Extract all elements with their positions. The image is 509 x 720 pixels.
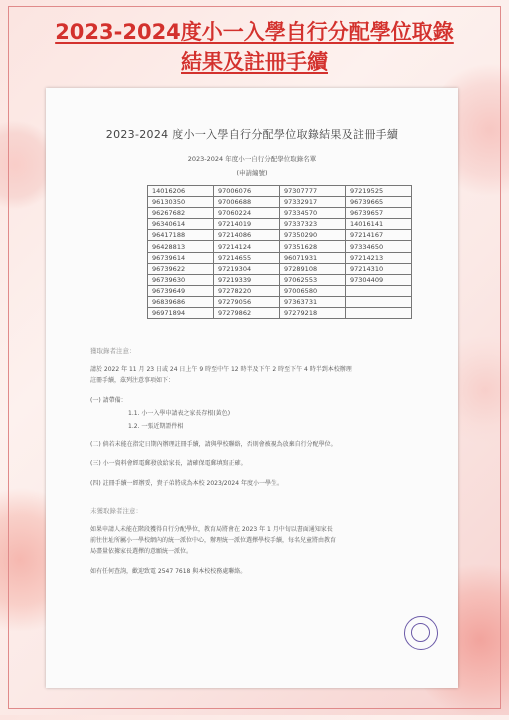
table-cell: 96428813	[148, 241, 214, 252]
not-admitted-heading: 未獲取錄者注意：	[90, 507, 142, 515]
table-cell: 97334570	[280, 208, 346, 219]
table-cell: 96739614	[148, 252, 214, 263]
table-cell: 97332917	[280, 197, 346, 208]
table-row	[148, 241, 412, 252]
table-cell: 96739649	[148, 285, 214, 296]
table-cell: 97214655	[214, 252, 280, 263]
table-cell: 96340614	[148, 219, 214, 230]
table-cell: 97307777	[280, 186, 346, 197]
table-cell: 97337323	[280, 219, 346, 230]
school-seal-icon	[404, 616, 438, 650]
table-row	[148, 230, 412, 241]
table-cell: 96739665	[346, 197, 412, 208]
title-line-1: 2023-2024度小一入學自行分配學位取錄	[55, 20, 454, 44]
page-title	[0, 18, 509, 76]
table-cell	[346, 285, 412, 296]
table-cell: 97214124	[214, 241, 280, 252]
table-cell	[346, 308, 412, 319]
table-cell: 97214213	[346, 252, 412, 263]
table-cell: 97060224	[214, 208, 280, 219]
admitted-heading: 獲取錄者注意：	[90, 347, 136, 355]
table-row	[148, 186, 412, 197]
table-cell: 96417188	[148, 230, 214, 241]
table-row	[148, 296, 412, 307]
table-cell: 97351628	[280, 241, 346, 252]
notice-item-3: (三) 小一資料會經電郵發放給家長，請確保電郵填寫正確。	[90, 460, 247, 467]
admitted-paragraph-line-2: 註冊手續，茲列注意事項如下：	[90, 377, 175, 384]
document-title: 2023-2024 度小一入學自行分配學位取錄結果及註冊手續	[105, 128, 399, 141]
table-row	[148, 285, 412, 296]
table-cell: 97304409	[346, 274, 412, 285]
admitted-paragraph-line-1: 請於 2022 年 11 月 23 日或 24 日上午 9 時至中午 12 時半及下午 2 時至下午 4 時半到本校辦理	[90, 366, 352, 373]
document-image	[46, 88, 458, 688]
list-title: 2023-2024 年度小一自行分配學位取錄名單	[187, 155, 317, 163]
table-cell	[346, 296, 412, 307]
table-row	[148, 208, 412, 219]
table-cell: 97214167	[346, 230, 412, 241]
table-cell: 97279056	[214, 296, 280, 307]
table-row	[148, 219, 412, 230]
notice-item-4: (四) 註冊手續一經辦妥，貴子弟將成為本校 2023/2024 年度小一學生。	[90, 480, 283, 487]
table-cell: 96071931	[280, 252, 346, 263]
table-cell: 97363731	[280, 296, 346, 307]
table-cell: 97289108	[280, 263, 346, 274]
not-admitted-line-2: 前往住址所屬小一學校網內的統一派位中心，辦理統一派位選擇學校手續，每名兒童將由教育	[90, 537, 337, 544]
table-cell: 96267682	[148, 208, 214, 219]
table-cell: 14016141	[346, 219, 412, 230]
notice-item-1: (一) 請帶備：	[90, 397, 127, 404]
table-row	[148, 197, 412, 208]
table-row	[148, 308, 412, 319]
list-note: (申請編號)	[236, 169, 268, 177]
table-cell: 96739630	[148, 274, 214, 285]
admission-number-table	[147, 185, 412, 319]
title-line-2: 結果及註冊手續	[181, 50, 328, 74]
notice-item-1-1: 1.1. 小一入學申請表之家長存根(黃色)	[128, 410, 231, 417]
not-admitted-line-3: 局盡量依據家長選擇的意願統一派位。	[90, 548, 193, 555]
table-cell: 97214310	[346, 263, 412, 274]
table-cell: 96739622	[148, 263, 214, 274]
notice-item-2: (二) 倘若未能在指定日期內辦理註冊手續，請與學校聯絡，否則會被視為放棄自行分配學位。	[90, 441, 337, 448]
notice-item-1-2: 1.2. 一張近期證件相	[128, 423, 184, 430]
not-admitted-line-1: 如果申請人未能在階段獲得自行分配學位，教育局將會在 2023 年 1 月中旬以書面通知家長	[90, 526, 333, 533]
table-cell: 97278220	[214, 285, 280, 296]
table-cell: 97219525	[346, 186, 412, 197]
table-cell: 97279862	[214, 308, 280, 319]
table-cell: 97214019	[214, 219, 280, 230]
table-cell: 97334650	[346, 241, 412, 252]
table-cell: 14016206	[148, 186, 214, 197]
table-cell: 97219304	[214, 263, 280, 274]
table-row	[148, 263, 412, 274]
table-cell: 97006076	[214, 186, 280, 197]
table-cell: 97279218	[280, 308, 346, 319]
table-row	[148, 274, 412, 285]
table-cell: 97214086	[214, 230, 280, 241]
table-cell: 97350290	[280, 230, 346, 241]
table-cell: 96739657	[346, 208, 412, 219]
contact-line: 如有任何查詢，歡迎致電 2547 7618 與本校校務處聯絡。	[90, 568, 247, 575]
table-cell: 97006580	[280, 285, 346, 296]
table-row	[148, 252, 412, 263]
table-cell: 97219339	[214, 274, 280, 285]
table-cell: 96971894	[148, 308, 214, 319]
table-cell: 97006688	[214, 197, 280, 208]
table-cell: 97062553	[280, 274, 346, 285]
table-cell: 96130350	[148, 197, 214, 208]
table-cell: 96839686	[148, 296, 214, 307]
